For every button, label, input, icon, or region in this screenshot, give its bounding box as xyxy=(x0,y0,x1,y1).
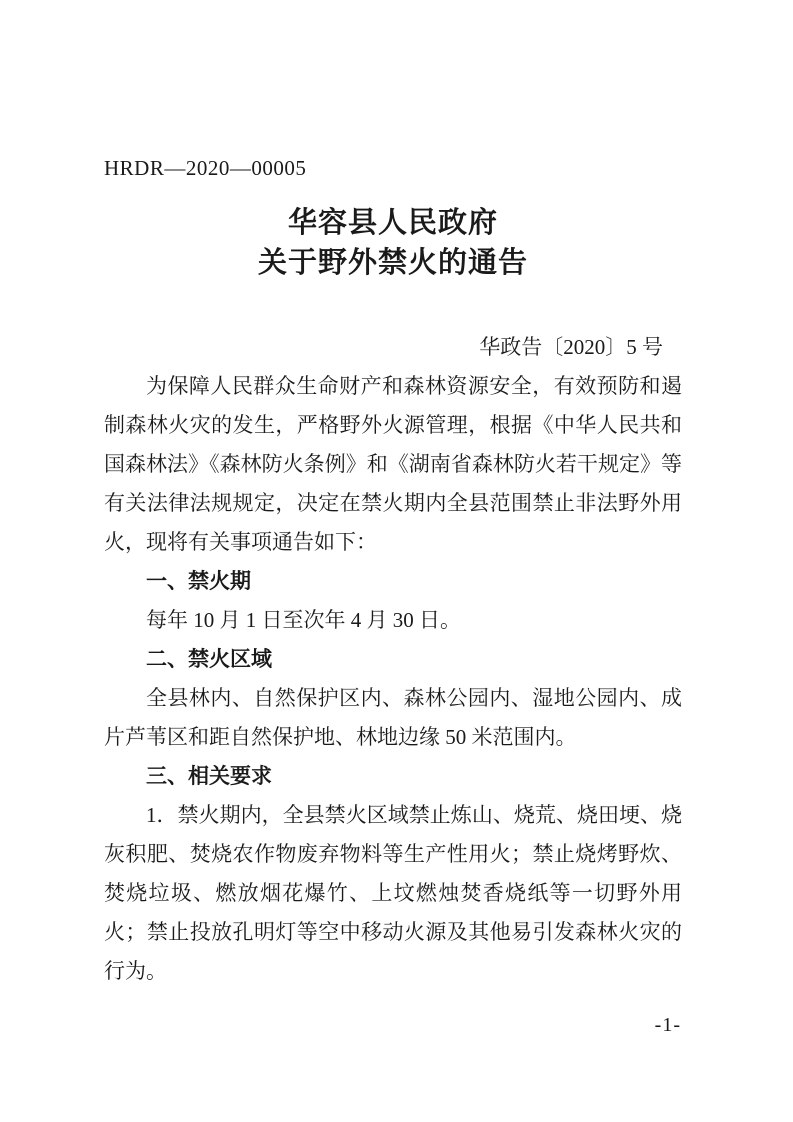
page-number: -1- xyxy=(654,1014,681,1036)
section-2-text: 全县林内、自然保护区内、森林公园内、湿地公园内、成片芦苇区和距自然保护地、林地边缘 50 米范围内。 xyxy=(104,686,682,749)
section-3-heading: 三、相关要求 xyxy=(146,765,272,788)
section-1-heading: 一、禁火期 xyxy=(146,570,251,593)
title-line-1: 华容县人民政府 xyxy=(287,207,498,239)
title-line-2: 关于野外禁火的通告 xyxy=(257,247,528,279)
section-1-text: 每年 10 月 1 日至次年 4 月 30 日。 xyxy=(146,608,461,632)
section-3-item-1: 1．禁火期内，全县禁火区域禁止炼山、烧荒、烧田埂、烧灰积肥、焚烧农作物废弃物料等生产性用火；禁止烧烤野炊、焚烧垃圾、燃放烟花爆竹、上坟燃烛焚香烧纸等一切野外用火；禁止投放孔明灯等空中移动火源及其他易引发森林火灾的行为。 xyxy=(104,803,682,983)
section-2-heading: 二、禁火区域 xyxy=(146,648,272,671)
document-body xyxy=(104,367,682,991)
document-title xyxy=(104,203,682,283)
doc-ref-number: 华政告〔2020〕5 号 xyxy=(479,335,663,359)
doc-number: HRDR—2020—00005 xyxy=(104,156,307,180)
document-content xyxy=(0,156,793,991)
intro-paragraph: 为保障人民群众生命财产和森林资源安全，有效预防和遏制森林火灾的发生，严格野外火源管理，根据《中华人民共和国森林法》《森林防火条例》和《湖南省森林防火若干规定》等有关法律法规规定，决定在禁火期内全县范围禁止非法野外用火，现将有关事项通告如下： xyxy=(104,374,682,554)
